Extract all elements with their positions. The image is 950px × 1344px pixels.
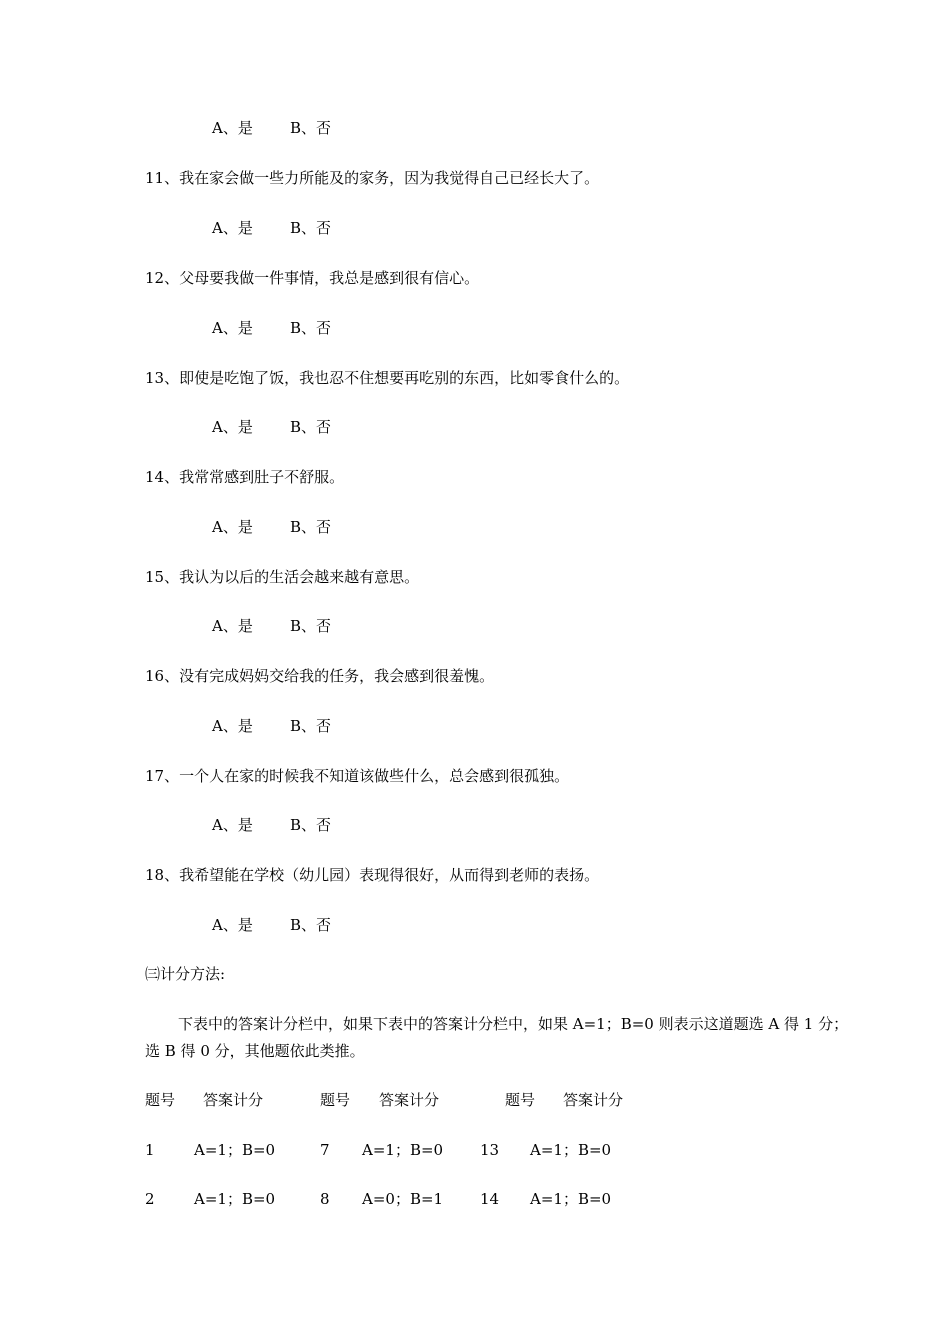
question-11: 11、我在家会做一些力所能及的家务，因为我觉得自己已经长大了。 <box>145 169 600 187</box>
table-cell-number: 14 <box>480 1190 500 1208</box>
table-cell-score: A=1；B=0 <box>194 1190 276 1208</box>
table-cell-score: A=1；B=0 <box>194 1141 276 1159</box>
option-a-q12: A、是 <box>212 319 253 337</box>
option-a-q15: A、是 <box>212 617 253 635</box>
table-cell-score: A=1；B=0 <box>530 1141 612 1159</box>
option-a-q14: A、是 <box>212 518 253 536</box>
option-b-q12: B、否 <box>290 319 332 337</box>
table-cell-number: 8 <box>320 1190 330 1208</box>
question-16: 16、没有完成妈妈交给我的任务，我会感到很羞愧。 <box>145 667 495 685</box>
option-a-q11: A、是 <box>212 219 253 237</box>
option-a-q18: A、是 <box>212 916 253 934</box>
table-cell-score: A=0；B=1 <box>362 1190 444 1208</box>
question-18: 18、我希望能在学校（幼儿园）表现得很好，从而得到老师的表扬。 <box>145 866 600 884</box>
table-cell-number: 2 <box>145 1190 155 1208</box>
question-13: 13、即使是吃饱了饭，我也忍不住想要再吃别的东西，比如零食什么的。 <box>145 369 630 387</box>
option-a-q16: A、是 <box>212 717 253 735</box>
option-a-q10: A、是 <box>212 119 253 137</box>
question-15: 15、我认为以后的生活会越来越有意思。 <box>145 568 420 586</box>
table-cell-number: 13 <box>480 1141 500 1159</box>
header-question-number-1: 题号 <box>145 1091 176 1109</box>
option-b-q17: B、否 <box>290 816 332 834</box>
option-b-q10: B、否 <box>290 119 332 137</box>
header-answer-score-1: 答案计分 <box>203 1091 264 1109</box>
question-17: 17、一个人在家的时候我不知道该做些什么，总会感到很孤独。 <box>145 767 570 785</box>
table-cell-number: 7 <box>320 1141 330 1159</box>
scoring-paragraph-line1: 下表中的答案计分栏中，如果下表中的答案计分栏中，如果 A=1；B=0 则表示这道题选 A 得 1 分； <box>178 1015 849 1033</box>
option-b-q16: B、否 <box>290 717 332 735</box>
option-a-q13: A、是 <box>212 418 253 436</box>
table-cell-score: A=1；B=0 <box>362 1141 444 1159</box>
header-question-number-3: 题号 <box>505 1091 536 1109</box>
option-b-q13: B、否 <box>290 418 332 436</box>
question-14: 14、我常常感到肚子不舒服。 <box>145 468 345 486</box>
header-answer-score-2: 答案计分 <box>379 1091 440 1109</box>
header-question-number-2: 题号 <box>320 1091 351 1109</box>
option-b-q14: B、否 <box>290 518 332 536</box>
question-12: 12、父母要我做一件事情，我总是感到很有信心。 <box>145 269 480 287</box>
scoring-paragraph-line2: 选 B 得 0 分，其他题依此类推。 <box>145 1042 365 1060</box>
option-b-q15: B、否 <box>290 617 332 635</box>
option-a-q17: A、是 <box>212 816 253 834</box>
table-cell-score: A=1；B=0 <box>530 1190 612 1208</box>
option-b-q11: B、否 <box>290 219 332 237</box>
table-cell-number: 1 <box>145 1141 155 1159</box>
header-answer-score-3: 答案计分 <box>563 1091 624 1109</box>
scoring-heading: ㈢计分方法: <box>145 965 226 983</box>
option-b-q18: B、否 <box>290 916 332 934</box>
